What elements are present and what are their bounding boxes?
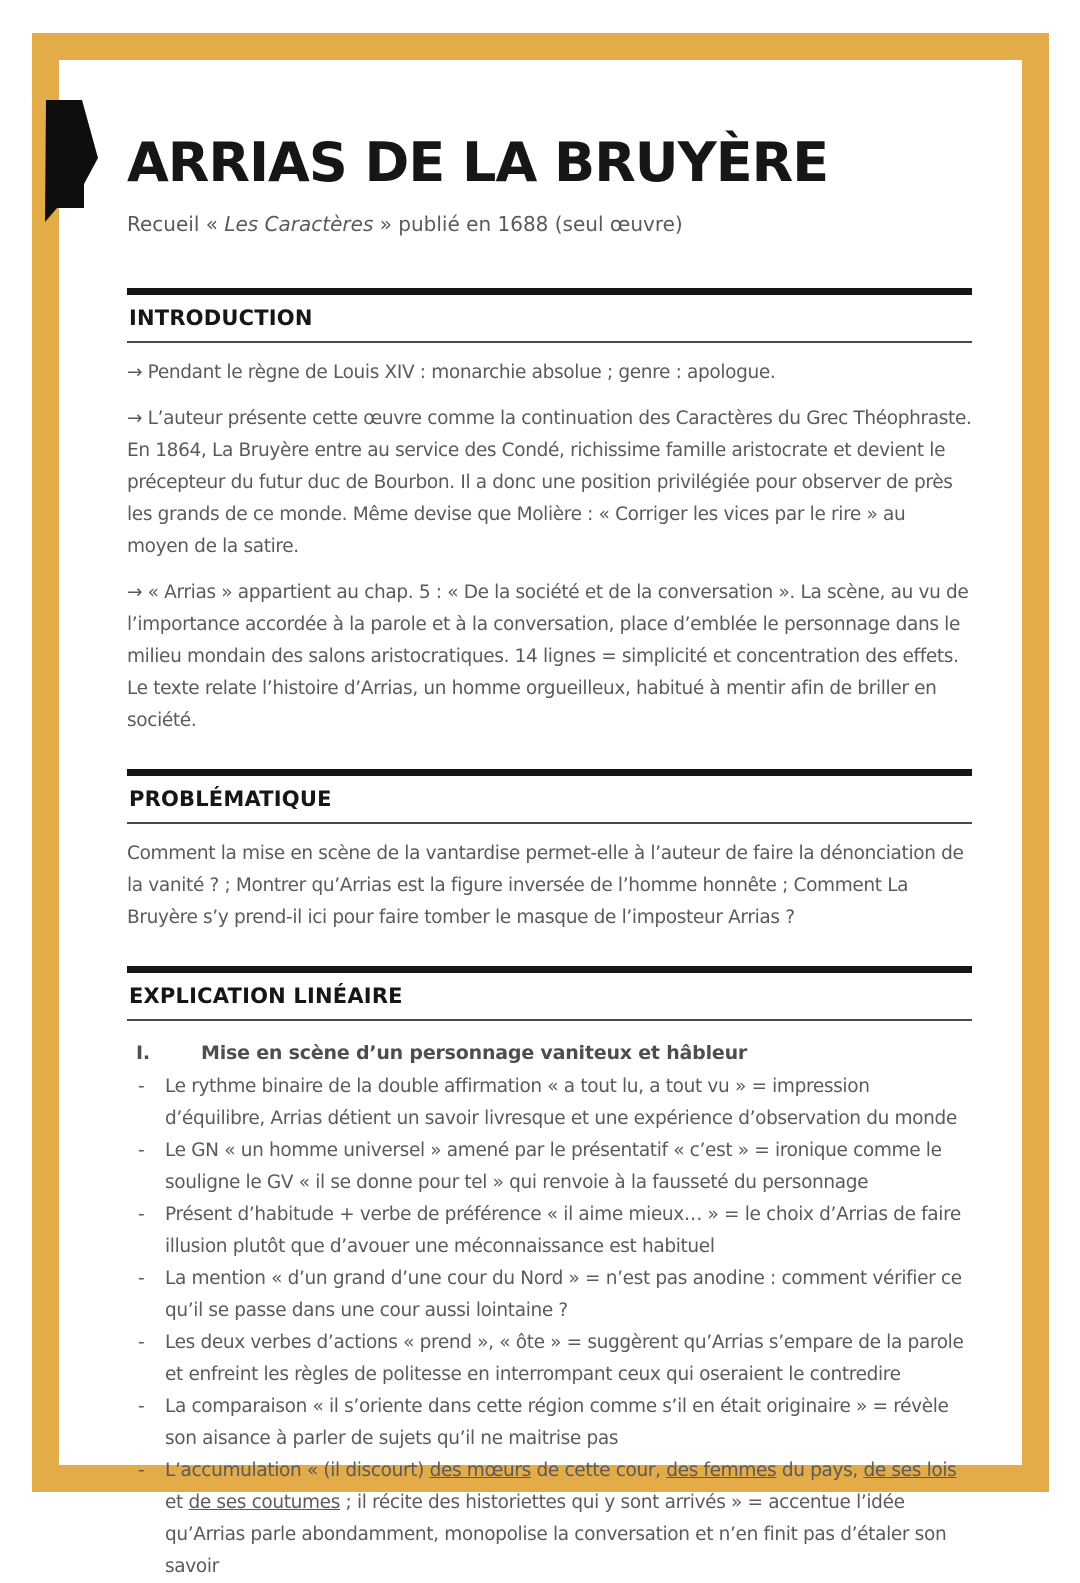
list-item-text bbox=[165, 1263, 972, 1327]
list-item bbox=[127, 1391, 972, 1455]
section-heading: INTRODUCTION bbox=[129, 306, 313, 330]
text-segment: La mention « d’un grand d’une cour du Nord » = n’est pas anodine : comment vérifier ce qu’il se passe dans une cour aussi lointaine ? bbox=[165, 1268, 962, 1321]
paragraph: → Pendant le règne de Louis XIV : monarchie absolue ; genre : apologue. bbox=[127, 362, 776, 383]
list-item-text bbox=[165, 1199, 972, 1263]
text-segment: et bbox=[165, 1492, 189, 1513]
list-item-text bbox=[165, 1071, 972, 1135]
section-problematique bbox=[127, 769, 972, 934]
heading-rule-thick bbox=[127, 769, 972, 776]
paragraph: → « Arrias » appartient au chap. 5 : « De la société et de la conversation ». La scène, au vu de l’importance accordée à la parole et à la conversation, place d’emblée le personnage dans le milieu mondain des salons aristocratiques. 14 lignes = simplicité et concentration des effets. Le texte relate l’histoire d’Arrias, un homme orgueilleux, habitué à mentir afin de briller en société. bbox=[127, 582, 969, 731]
text-segment: du pays, bbox=[776, 1460, 864, 1481]
list-item-text bbox=[165, 1391, 972, 1455]
text-segment: de ses coutumes bbox=[188, 1492, 340, 1513]
page-title: ARRIAS DE LA BRUYÈRE bbox=[127, 131, 829, 194]
subsection-heading bbox=[127, 1037, 972, 1069]
text-segment: des mœurs bbox=[429, 1460, 531, 1481]
text-segment: Recueil « bbox=[127, 212, 225, 236]
heading-rule-thick bbox=[127, 966, 972, 973]
heading-rule-thin bbox=[127, 1019, 972, 1021]
section-introduction bbox=[127, 288, 972, 737]
bookmark-icon bbox=[44, 97, 100, 225]
text-segment: Les deux verbes d’actions « prend », « ôte » = suggèrent qu’Arrias s’empare de la parole et enfreint les règles de politesse en interrompant ceux qui oseraient le contredire bbox=[165, 1332, 964, 1385]
text-segment: L’accumulation « (il discourt) bbox=[165, 1460, 430, 1481]
paragraph: Comment la mise en scène de la vantardise permet-elle à l’auteur de faire la dénonciation de la vanité ? ; Montrer qu’Arrias est la figure inversée de l’homme honnête ; Comment La Bruyère s’y prend-il ici pour faire tomber le masque de l’imposteur Arrias ? bbox=[127, 843, 964, 928]
text-segment: Le rythme binaire de la double affirmation « a tout lu, a tout vu » = impression d’équilibre, Arrias détient un savoir livresque et une expérience d’observation du monde bbox=[165, 1076, 957, 1129]
document-content bbox=[127, 110, 972, 1583]
list-item bbox=[127, 1263, 972, 1327]
heading-rule-thin bbox=[127, 341, 972, 343]
list-item-text bbox=[165, 1455, 972, 1583]
list-item-text bbox=[165, 1135, 972, 1199]
dash-marker: - bbox=[138, 1076, 145, 1097]
heading-rule-thick bbox=[127, 288, 972, 295]
text-segment: Le GN « un homme universel » amené par le présentatif « c’est » = ironique comme le souligne le GV « il se donne pour tel » qui renvoie à la fausseté du personnage bbox=[165, 1140, 942, 1193]
text-segment: de ses lois bbox=[863, 1460, 957, 1481]
dash-marker: - bbox=[138, 1460, 145, 1481]
bullet-list bbox=[127, 1071, 972, 1583]
text-segment: La comparaison « il s’oriente dans cette région comme s’il en était originaire » = révèle son aisance à parler de sujets qu’il ne maitrise pas bbox=[165, 1396, 949, 1449]
subsection-title: Mise en scène d’un personnage vaniteux et hâbleur bbox=[201, 1042, 748, 1064]
list-item bbox=[127, 1135, 972, 1199]
dash-marker: - bbox=[138, 1332, 145, 1353]
list-item bbox=[127, 1071, 972, 1135]
dash-marker: - bbox=[138, 1204, 145, 1225]
list-item bbox=[127, 1455, 972, 1583]
section-explication-lineaire bbox=[127, 966, 972, 1583]
text-segment: des femmes bbox=[666, 1460, 777, 1481]
text-segment: de cette cour, bbox=[530, 1460, 667, 1481]
paragraph: → L’auteur présente cette œuvre comme la continuation des Caractères du Grec Théophraste. En 1864, La Bruyère entre au service des Condé, richissime famille aristocrate et devient le précepteur du futur duc de Bourbon. Il a donc une position privilégiée pour observer de près les grands de ce monde. Même devise que Molière : « Corriger les vices par le rire » au moyen de la satire. bbox=[127, 408, 972, 557]
section-heading: EXPLICATION LINÉAIRE bbox=[129, 984, 403, 1008]
text-segment: ; il récite des historiettes qui y sont arrivés » = accentue l’idée qu’Arrias parle abondamment, monopolise la conversation et n’en finit pas d’étaler son savoir bbox=[165, 1492, 947, 1577]
text-segment: » publié en 1688 (seul œuvre) bbox=[373, 212, 683, 236]
list-item bbox=[127, 1327, 972, 1391]
list-item-text bbox=[165, 1327, 972, 1391]
section-heading: PROBLÉMATIQUE bbox=[129, 787, 332, 811]
text-segment: Les Caractères bbox=[224, 212, 374, 236]
heading-rule-thin bbox=[127, 822, 972, 824]
text-segment: Présent d’habitude + verbe de préférence « il aime mieux… » = le choix d’Arrias de faire illusion plutôt que d’avouer une méconnaissance est habituel bbox=[165, 1204, 961, 1257]
list-item bbox=[127, 1199, 972, 1263]
dash-marker: - bbox=[138, 1396, 145, 1417]
page-subtitle bbox=[127, 210, 972, 238]
dash-marker: - bbox=[138, 1268, 145, 1289]
dash-marker: - bbox=[138, 1140, 145, 1161]
sections-container bbox=[127, 288, 972, 1583]
subsection-numeral: I. bbox=[136, 1042, 150, 1064]
